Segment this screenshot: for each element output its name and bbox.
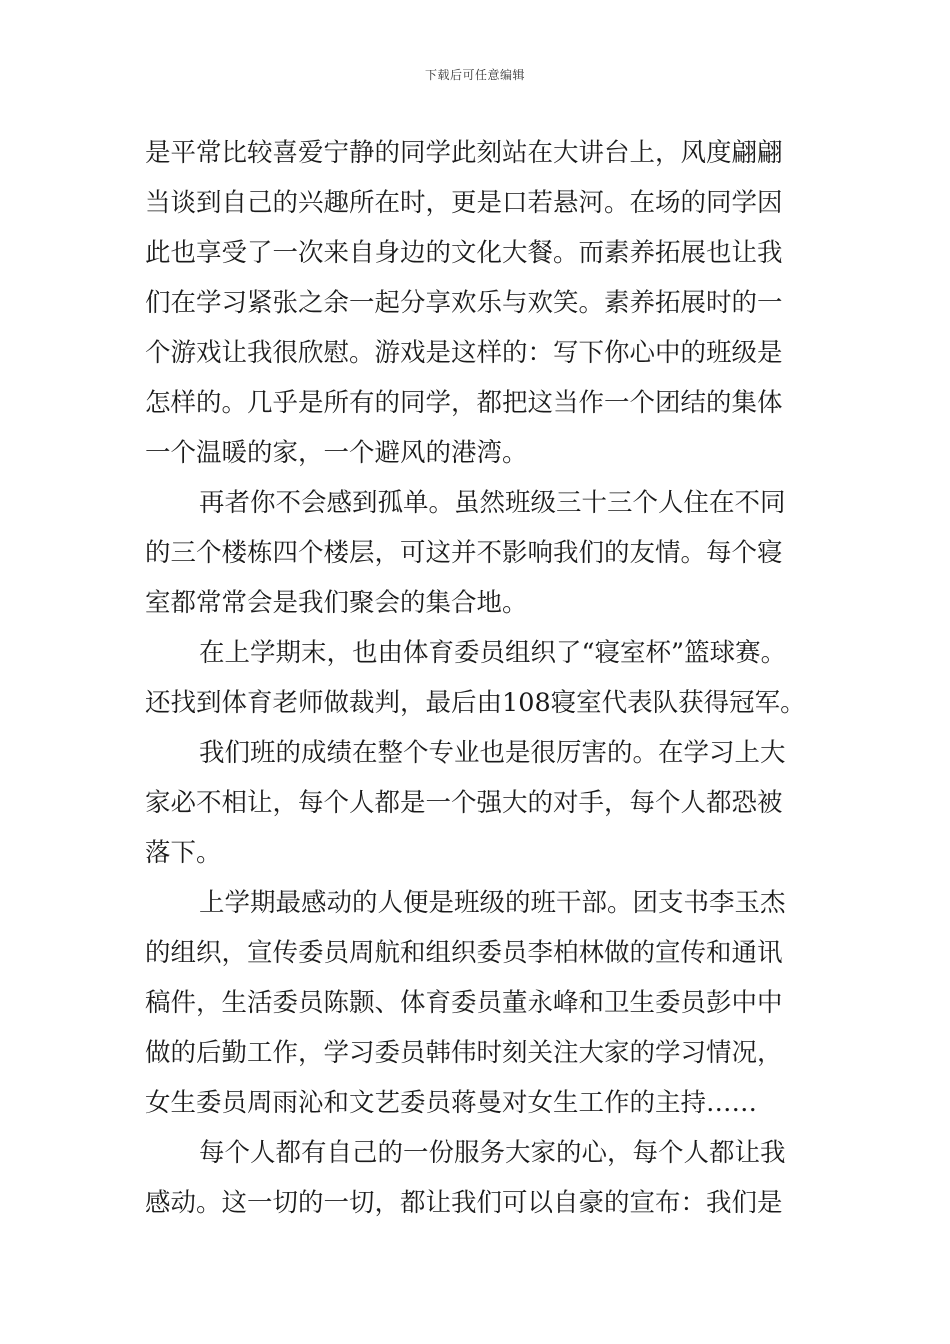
- text-line: 落下。: [145, 838, 222, 868]
- text-line: 个游戏让我很欣慰。游戏是这样的：写下你心中的班级是: [145, 338, 783, 368]
- text-line: 当谈到自己的兴趣所在时，更是口若悬河。在场的同学因: [145, 188, 783, 218]
- paragraph-first-line: 上学期最感动的人便是班级的班干部。团支书李玉杰: [199, 888, 786, 918]
- paragraph-first-line: 在上学期末，也由体育委员组织了“寝室杯”篮球赛。: [199, 638, 787, 668]
- text-line: 怎样的。几乎是所有的同学，都把这当作一个团结的集体: [145, 388, 783, 418]
- text-line: 是平常比较喜爱宁静的同学此刻站在大讲台上，风度翩翩: [145, 138, 783, 168]
- text-line: 还找到体育老师做裁判，最后由108寝室代表队获得冠军。: [145, 688, 806, 718]
- text-line: 室都常常会是我们聚会的集合地。: [145, 588, 528, 618]
- text-line: 做的后勤工作，学习委员韩伟时刻关注大家的学习情况，: [145, 1038, 783, 1068]
- header-note: 下载后可任意编辑: [424, 68, 525, 82]
- text-line: 家必不相让，每个人都是一个强大的对手，每个人都恐被: [145, 788, 783, 818]
- text-line: 们在学习紧张之余一起分享欢乐与欢笑。素养拓展时的一: [145, 288, 783, 318]
- document-body: [145, 128, 825, 1228]
- text-line: 的组织，宣传委员周航和组织委员李柏林做的宣传和通讯: [145, 938, 783, 968]
- text-line: 感动。这一切的一切，都让我们可以自豪的宣布：我们是: [145, 1188, 783, 1218]
- paragraph-first-line: 再者你不会感到孤单。虽然班级三十三个人住在不同: [199, 488, 786, 518]
- text-line: 的三个楼栋四个楼层，可这并不影响我们的友情。每个寝: [145, 538, 783, 568]
- paragraph-first-line: 每个人都有自己的一份服务大家的心，每个人都让我: [199, 1138, 786, 1168]
- paragraph-first-line: 我们班的成绩在整个专业也是很厉害的。在学习上大: [199, 738, 786, 768]
- text-line: 一个温暖的家，一个避风的港湾。: [145, 438, 528, 468]
- text-line: 稿件，生活委员陈颢、体育委员董永峰和卫生委员彭中中: [145, 988, 783, 1018]
- text-line: 此也享受了一次来自身边的文化大餐。而素养拓展也让我: [145, 238, 783, 268]
- text-line: 女生委员周雨沁和文艺委员蒋曼对女生工作的主持……: [145, 1088, 758, 1118]
